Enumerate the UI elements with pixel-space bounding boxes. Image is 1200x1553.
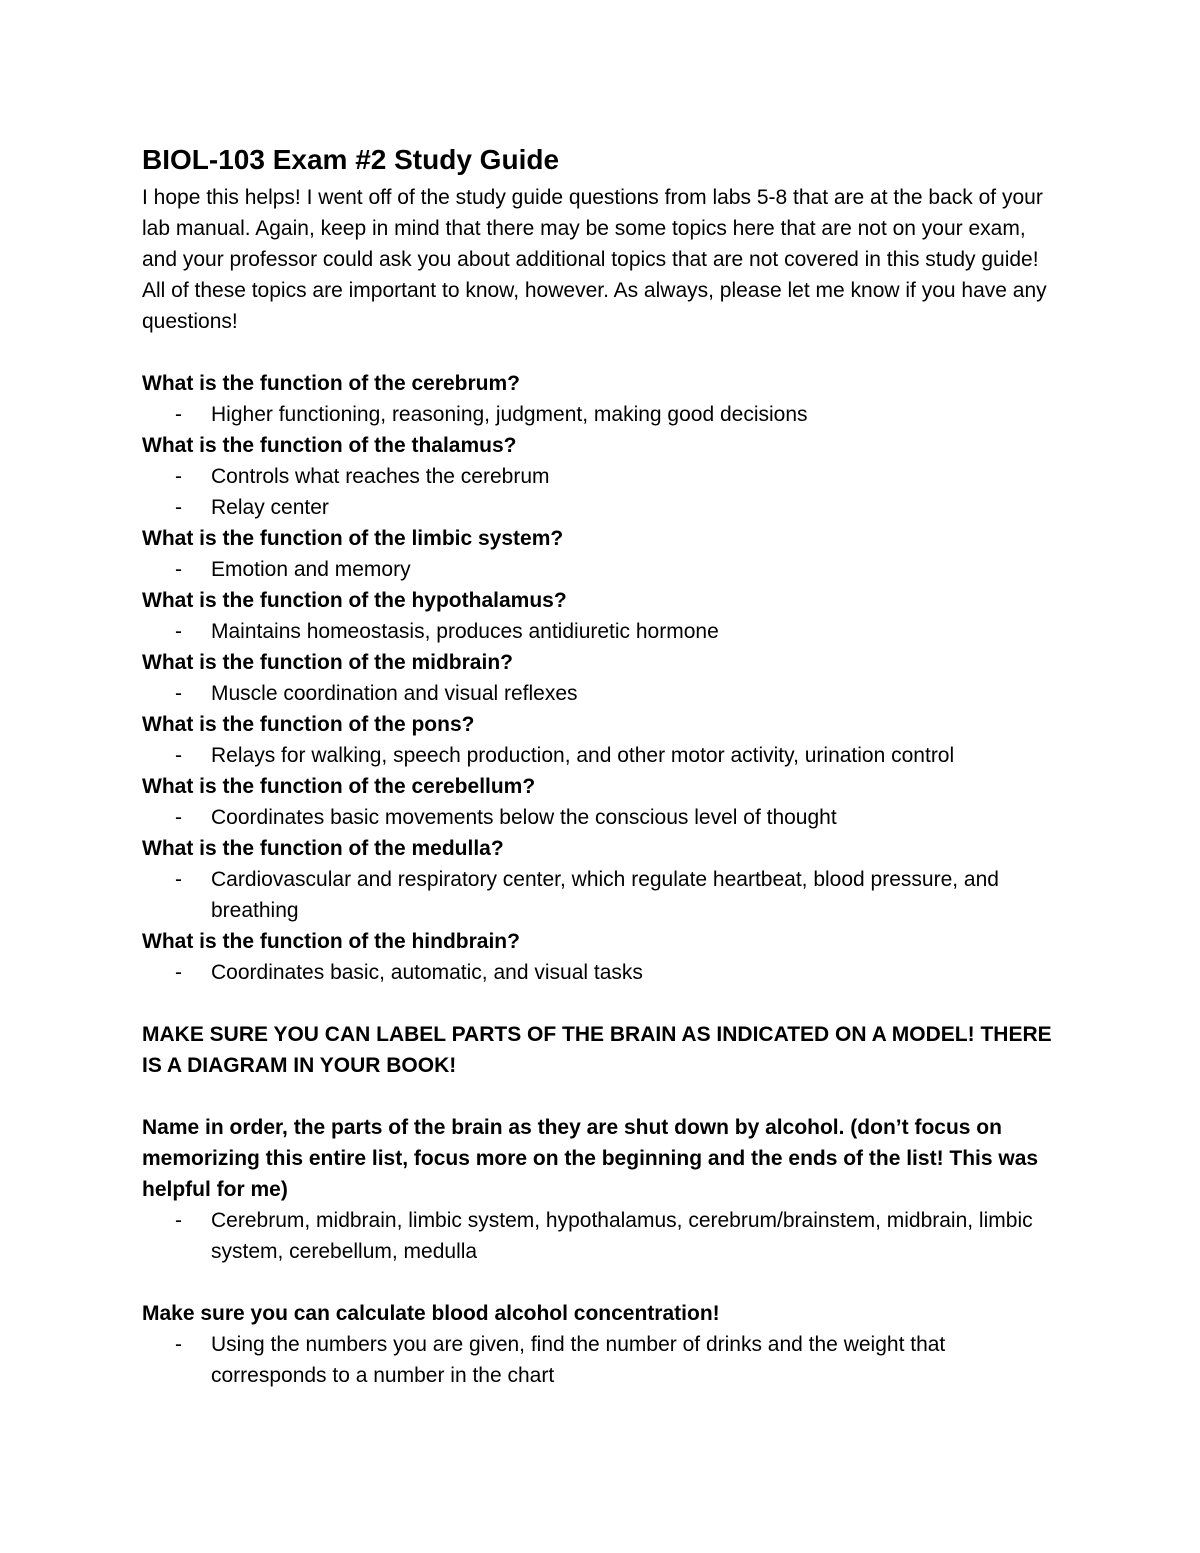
answer-list xyxy=(142,740,1060,771)
spacer xyxy=(142,1267,1060,1298)
answer-item xyxy=(142,461,1060,492)
bullet-dash: - xyxy=(175,620,182,643)
answer-list xyxy=(142,957,1060,988)
question-heading: What is the function of the thalamus? xyxy=(142,434,517,457)
answer-item xyxy=(142,1205,1060,1267)
answer-text: Emotion and memory xyxy=(211,558,411,581)
bac-question: Make sure you can calculate blood alcohol concentration! xyxy=(142,1302,720,1325)
answer-item xyxy=(142,492,1060,523)
answer-list xyxy=(142,399,1060,430)
answer-item xyxy=(142,554,1060,585)
intro-paragraph: I hope this helps! I went off of the study guide questions from labs 5-8 that are at the back of your lab manual. Again, keep in mind that there may be some topics here that are not on your exam, and your professor could ask you about additional topics that are not covered in this study guide! All of these topics are important to know, however. As always, please let me know if you have any questions! xyxy=(142,186,1047,333)
bullet-dash: - xyxy=(175,806,182,829)
answer-item xyxy=(142,399,1060,430)
answer-text: Controls what reaches the cerebrum xyxy=(211,465,550,488)
answer-item xyxy=(142,802,1060,833)
bullet-dash: - xyxy=(175,403,182,426)
question-heading: What is the function of the cerebrum? xyxy=(142,372,521,395)
spacer xyxy=(142,988,1060,1019)
question-heading: What is the function of the hindbrain? xyxy=(142,930,520,953)
bullet-dash: - xyxy=(175,496,182,519)
question-heading: What is the function of the hypothalamus? xyxy=(142,589,567,612)
answer-text: Cerebrum, midbrain, limbic system, hypothalamus, cerebrum/brainstem, midbrain, limbic system, cerebellum, medulla xyxy=(211,1209,1033,1263)
question-heading: What is the function of the midbrain? xyxy=(142,651,513,674)
bullet-dash: - xyxy=(175,961,182,984)
answer-list xyxy=(142,802,1060,833)
label-notice: MAKE SURE YOU CAN LABEL PARTS OF THE BRAIN AS INDICATED ON A MODEL! THERE IS A DIAGRAM IN YOUR BOOK! xyxy=(142,1023,1052,1077)
answer-text: Cardiovascular and respiratory center, which regulate heartbeat, blood pressure, and breathing xyxy=(211,868,999,922)
answer-text: Higher functioning, reasoning, judgment, making good decisions xyxy=(211,403,808,426)
bullet-dash: - xyxy=(175,682,182,705)
answer-text: Coordinates basic movements below the conscious level of thought xyxy=(211,806,837,829)
answer-text: Maintains homeostasis, produces antidiuretic hormone xyxy=(211,620,719,643)
answer-item xyxy=(142,957,1060,988)
spacer xyxy=(142,337,1060,368)
answer-item xyxy=(142,864,1060,926)
answer-text: Relay center xyxy=(211,496,329,519)
answer-text: Relays for walking, speech production, and other motor activity, urination control xyxy=(211,744,955,767)
question-heading: What is the function of the pons? xyxy=(142,713,475,736)
question-heading: What is the function of the cerebellum? xyxy=(142,775,536,798)
bullet-dash: - xyxy=(175,558,182,581)
bullet-dash: - xyxy=(175,465,182,488)
answer-item xyxy=(142,678,1060,709)
answer-text: Coordinates basic, automatic, and visual tasks xyxy=(211,961,643,984)
page-title: BIOL-103 Exam #2 Study Guide xyxy=(142,144,560,175)
question-heading: What is the function of the limbic system? xyxy=(142,527,564,550)
answer-list xyxy=(142,864,1060,926)
answer-list xyxy=(142,554,1060,585)
answer-text: Muscle coordination and visual reflexes xyxy=(211,682,578,705)
spacer xyxy=(142,1081,1060,1112)
bullet-dash: - xyxy=(175,1209,182,1232)
alcohol-answers xyxy=(142,1205,1060,1267)
answer-list xyxy=(142,678,1060,709)
bac-answers xyxy=(142,1329,1060,1391)
answer-list xyxy=(142,616,1060,647)
answer-item xyxy=(142,616,1060,647)
bullet-dash: - xyxy=(175,1333,182,1356)
alcohol-question: Name in order, the parts of the brain as they are shut down by alcohol. (don’t focus on memorizing this entire list, focus more on the beginning and the ends of the list! This was helpful for me) xyxy=(142,1116,1039,1201)
bullet-dash: - xyxy=(175,744,182,767)
question-heading: What is the function of the medulla? xyxy=(142,837,504,860)
answer-item xyxy=(142,740,1060,771)
question-list xyxy=(142,368,1060,988)
answer-list xyxy=(142,461,1060,523)
answer-item xyxy=(142,1329,1060,1391)
bullet-dash: - xyxy=(175,868,182,891)
answer-text: Using the numbers you are given, find the number of drinks and the weight that corresponds to a number in the chart xyxy=(211,1333,946,1387)
